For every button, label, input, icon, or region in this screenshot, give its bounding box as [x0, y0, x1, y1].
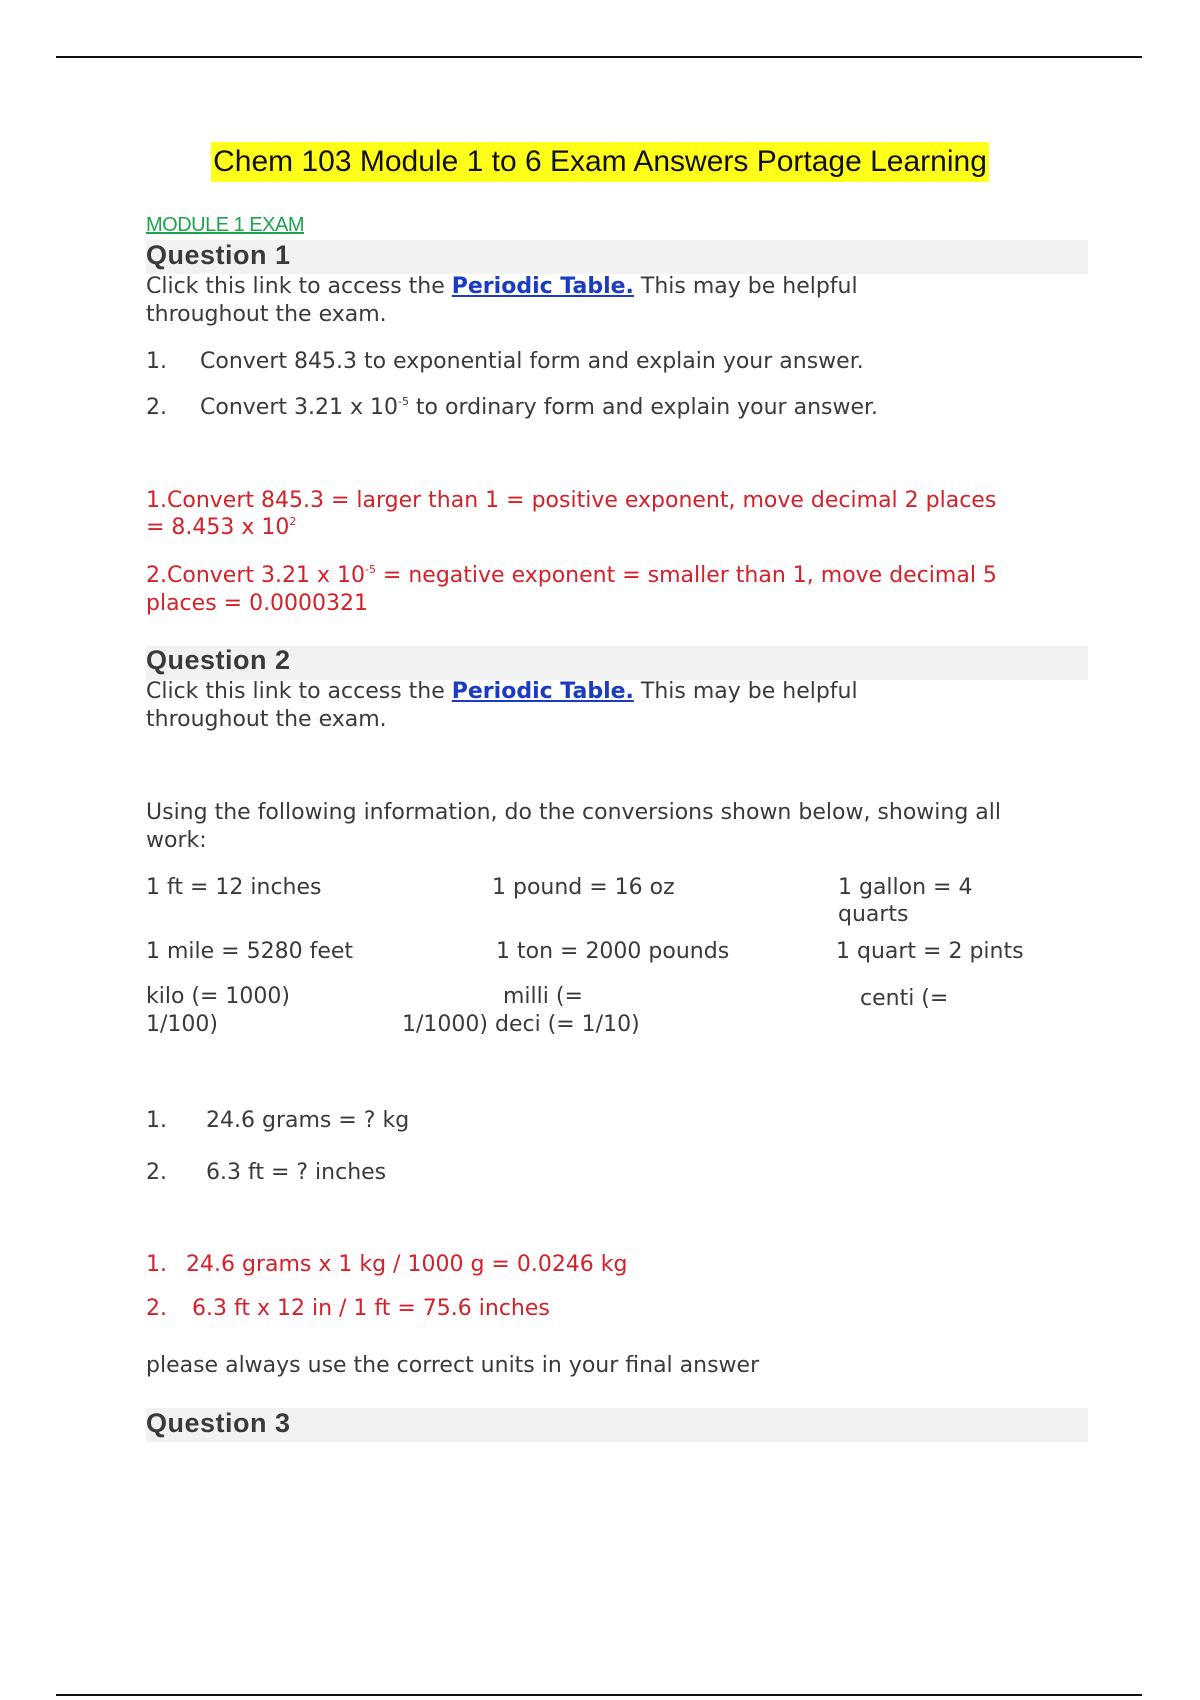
prefix-milli: milli (= — [503, 984, 583, 1009]
bottom-rule — [56, 1694, 1142, 1696]
top-rule — [56, 56, 1142, 58]
prefix-centi: centi (= — [860, 986, 949, 1011]
answer-number: 1. — [146, 488, 167, 513]
item-number: 2. — [146, 395, 167, 420]
answer-text: = 8.453 x 10 — [146, 515, 290, 540]
answer-text: Convert 3.21 x 10 — [167, 563, 365, 588]
item-number: 1. — [146, 349, 167, 374]
item-text: Convert 3.21 x 10 — [200, 395, 398, 420]
question-2-intro-line2: throughout the exam. — [146, 707, 387, 732]
intro-text: Click this link to access the — [146, 679, 452, 704]
title-block — [0, 142, 1200, 182]
conversion-gallon-quarts: 1 gallon = 4 — [838, 875, 973, 900]
item-text: 24.6 grams = ? kg — [206, 1108, 410, 1133]
answer-text-after: = negative exponent = smaller than 1, move decimal 5 — [375, 563, 997, 588]
answer-number: 2. — [146, 1296, 167, 1321]
question-2-instructions-line2: work: — [146, 828, 207, 853]
conversion-quart-pints: 1 quart = 2 pints — [836, 939, 1024, 964]
question-2-item-1 — [146, 1107, 409, 1135]
answer-text: 24.6 grams x 1 kg / 1000 g = 0.0246 kg — [186, 1252, 628, 1277]
question-1-intro — [146, 273, 858, 301]
question-2-answer-2 — [146, 1295, 550, 1323]
question-2-answer-1 — [146, 1251, 628, 1279]
question-2-instructions: Using the following information, do the conversions shown below, showing all — [146, 800, 1002, 825]
question-1-heading: Question 1 — [146, 240, 291, 270]
exponent: -5 — [364, 563, 376, 576]
question-1-intro-line2: throughout the exam. — [146, 302, 387, 327]
conversion-mile-feet: 1 mile = 5280 feet — [146, 939, 354, 964]
question-1-answer-2 — [146, 562, 997, 590]
item-text-after: to ordinary form and explain your answer. — [408, 395, 879, 420]
item-text: Convert 845.3 to exponential form and explain your answer. — [200, 349, 864, 374]
document-title: Chem 103 Module 1 to 6 Exam Answers Portage Learning — [211, 142, 989, 182]
question-2-note: please always use the correct units in your final answer — [146, 1353, 760, 1378]
conversion-ft-inches: 1 ft = 12 inches — [146, 875, 322, 900]
question-1-item-1 — [146, 348, 864, 376]
answer-text: 6.3 ft x 12 in / 1 ft = 75.6 inches — [192, 1296, 550, 1321]
answer-number: 1. — [146, 1252, 167, 1277]
intro-text-after: This may be helpful — [633, 679, 858, 704]
exponent: 2 — [289, 515, 297, 528]
question-1-answer-1 — [146, 487, 996, 515]
item-number: 1. — [146, 1108, 167, 1133]
question-1-item-2 — [146, 394, 878, 422]
conversion-gallon-quarts-line2: quarts — [838, 902, 909, 927]
item-number: 2. — [146, 1160, 167, 1185]
question-2-item-2 — [146, 1159, 386, 1187]
intro-text: Click this link to access the — [146, 274, 452, 299]
prefix-milli-deci: 1/1000) deci (= 1/10) — [402, 1012, 640, 1037]
answer-text: Convert 845.3 = larger than 1 = positive exponent, move decimal 2 places — [167, 488, 997, 513]
prefix-centi-value: 1/100) — [146, 1012, 218, 1037]
periodic-table-link[interactable]: Periodic Table. — [451, 274, 634, 299]
module-label: MODULE 1 EXAM — [146, 214, 304, 236]
answer-number: 2. — [146, 563, 167, 588]
question-2-intro — [146, 678, 858, 706]
question-1-answer-2-line2: places = 0.0000321 — [146, 591, 369, 616]
question-1-answer-1-line2 — [146, 514, 296, 542]
conversion-pound-oz: 1 pound = 16 oz — [492, 875, 675, 900]
conversion-ton-pounds: 1 ton = 2000 pounds — [496, 939, 730, 964]
exponent: -5 — [397, 395, 409, 408]
item-text: 6.3 ft = ? inches — [206, 1160, 387, 1185]
question-3-heading: Question 3 — [146, 1408, 291, 1438]
question-2-heading: Question 2 — [146, 645, 291, 675]
prefix-kilo: kilo (= 1000) — [146, 984, 290, 1009]
intro-text-after: This may be helpful — [633, 274, 858, 299]
periodic-table-link[interactable]: Periodic Table. — [451, 679, 634, 704]
